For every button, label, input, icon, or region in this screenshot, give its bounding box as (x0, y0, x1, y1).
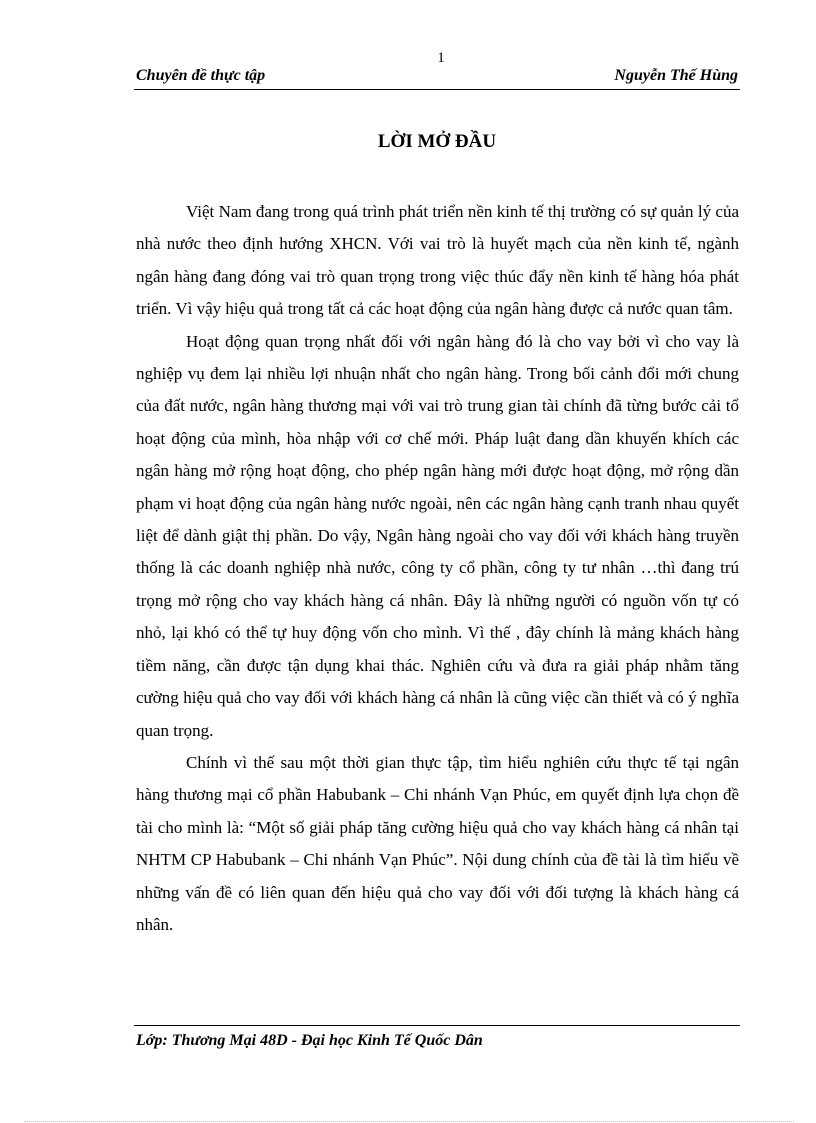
page-number: 1 (437, 50, 445, 66)
page-footer: Lớp: Thương Mại 48D - Đại học Kinh Tế Quốc Dân (136, 1032, 483, 1049)
paragraph-2: Hoạt động quan trọng nhất đối với ngân hàng đó là cho vay bởi vì cho vay là nghiệp vụ đem lại nhiều lợi nhuận nhất cho ngân hàng. Trong bối cảnh đổi mới chung của đất nước, ngân hàng thương mại với vai trò trung gian tài chính đã từng bước cải tổ hoạt động của mình, hòa nhập với cơ chế mới. Pháp luật đang dần khuyến khích các ngân hàng mở rộng hoạt động, cho phép ngân hàng mới được hoạt động, mở rộng dần phạm vi hoạt động của ngân hàng nước ngoài, nên các ngân hàng cạnh tranh nhau quyết liệt để dành giật thị phần. Do vậy, Ngân hàng ngoài cho vay đối với khách hàng truyền thống là các doanh nghiệp nhà nước, công ty cổ phần, công ty tư nhân …thì đang trú trọng mở rộng cho vay khách hàng cá nhân. Đây là những người có nguồn vốn tự có nhỏ, lại khó có thể tự huy động vốn cho mình. Vì thế , đây chính là mảng khách hàng tiềm năng, cần được tận dụng khai thác. Nghiên cứu và đưa ra giải pháp nhằm tăng cường hiệu quả cho vay đối với khách hàng cá nhân là cũng việc cần thiết và có ý nghĩa quan trọng. (136, 331, 739, 740)
paragraph-3: Chính vì thế sau một thời gian thực tập, tìm hiểu nghiên cứu thực tế tại ngân hàng thương mại cổ phần Habubank – Chi nhánh Vạn Phúc, em quyết định lựa chọn đề tài cho mình là: “Một số giải pháp tăng cường hiệu quả cho vay khách hàng cá nhân tại NHTM CP Habubank – Chi nhánh Vạn Phúc”. Nội dung chính của đề tài là tìm hiểu về những vấn đề có liên quan đến hiệu quả cho vay đối với đối tượng là khách hàng cá nhân. (136, 752, 739, 934)
paragraph-1: Việt Nam đang trong quá trình phát triển nền kinh tế thị trường có sự quản lý của nhà nước theo định hướng XHCN. Với vai trò là huyết mạch của nền kinh tế, ngành ngân hàng đang đóng vai trò quan trọng trong việc thúc đẩy nền kinh tế hàng hóa phát triển. Vì vậy hiệu quả trong tất cả các hoạt động của ngân hàng được cả nước quan tâm. (136, 202, 739, 319)
header-author: Nguyễn Thế Hùng (614, 67, 738, 84)
body-text (136, 196, 739, 941)
page-header (134, 67, 740, 90)
page-edge-divider (24, 1121, 794, 1122)
document-title: LỜI MỞ ĐẦU (377, 131, 497, 152)
footer-divider (134, 1025, 740, 1026)
header-report-title: Chuyên đề thực tập (136, 67, 266, 84)
